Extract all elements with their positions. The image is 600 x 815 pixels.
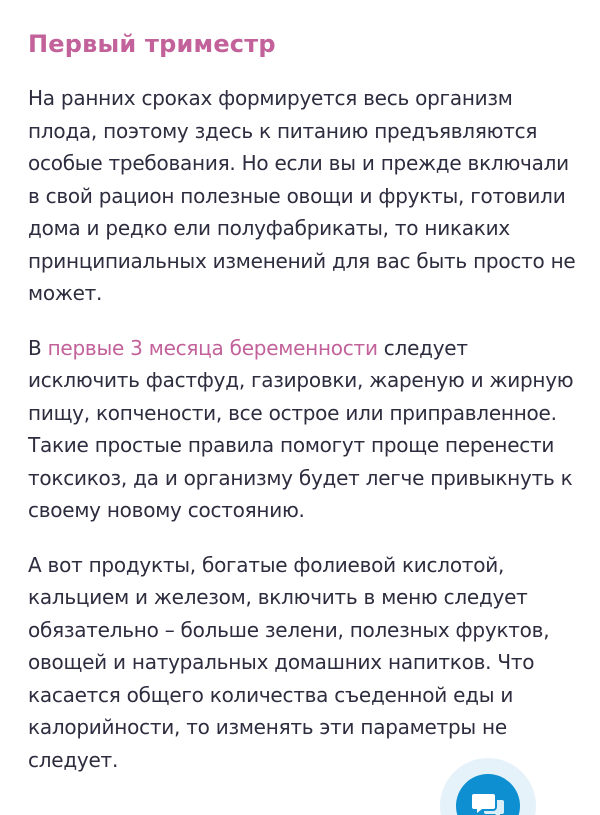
paragraph-rest: следует исключить фастфуд, газировки, жареную и жирную пищу, копчености, все острое или приправленное. Такие простые правила помогут проще перенести токсикоз, да и организму будет легче привыкнуть к своему новому состоянию. — [28, 335, 574, 522]
paragraph-diet-restrictions — [28, 332, 576, 527]
first-3-months-link[interactable]: первые 3 месяца беременности — [47, 335, 378, 360]
chat-bubbles-icon — [471, 791, 505, 815]
article-section — [28, 28, 576, 776]
section-heading: Первый триместр — [28, 30, 276, 58]
paragraph-first-trimester-intro: На ранних сроках формируется весь организм плода, поэтому здесь к питанию предъявляются особые требования. Но если вы и прежде включали в свой рацион полезные овощи и фрукты, готовили дома и редко ели полуфабрикаты, то никаких принципиальных изменений для вас быть просто не может. — [28, 86, 576, 305]
paragraph-prefix: В — [28, 335, 48, 360]
chat-button-circle[interactable] — [456, 774, 520, 815]
paragraph-recommended-foods: А вот продукты, богатые фолиевой кислотой, кальцием и железом, включить в меню следует обязательно – больше зелени, полезных фруктов, овощей и натуральных домашних напитков. Что касается общего количества съеденной еды и калорийности, то изменять эти параметры не следует. — [28, 552, 550, 772]
